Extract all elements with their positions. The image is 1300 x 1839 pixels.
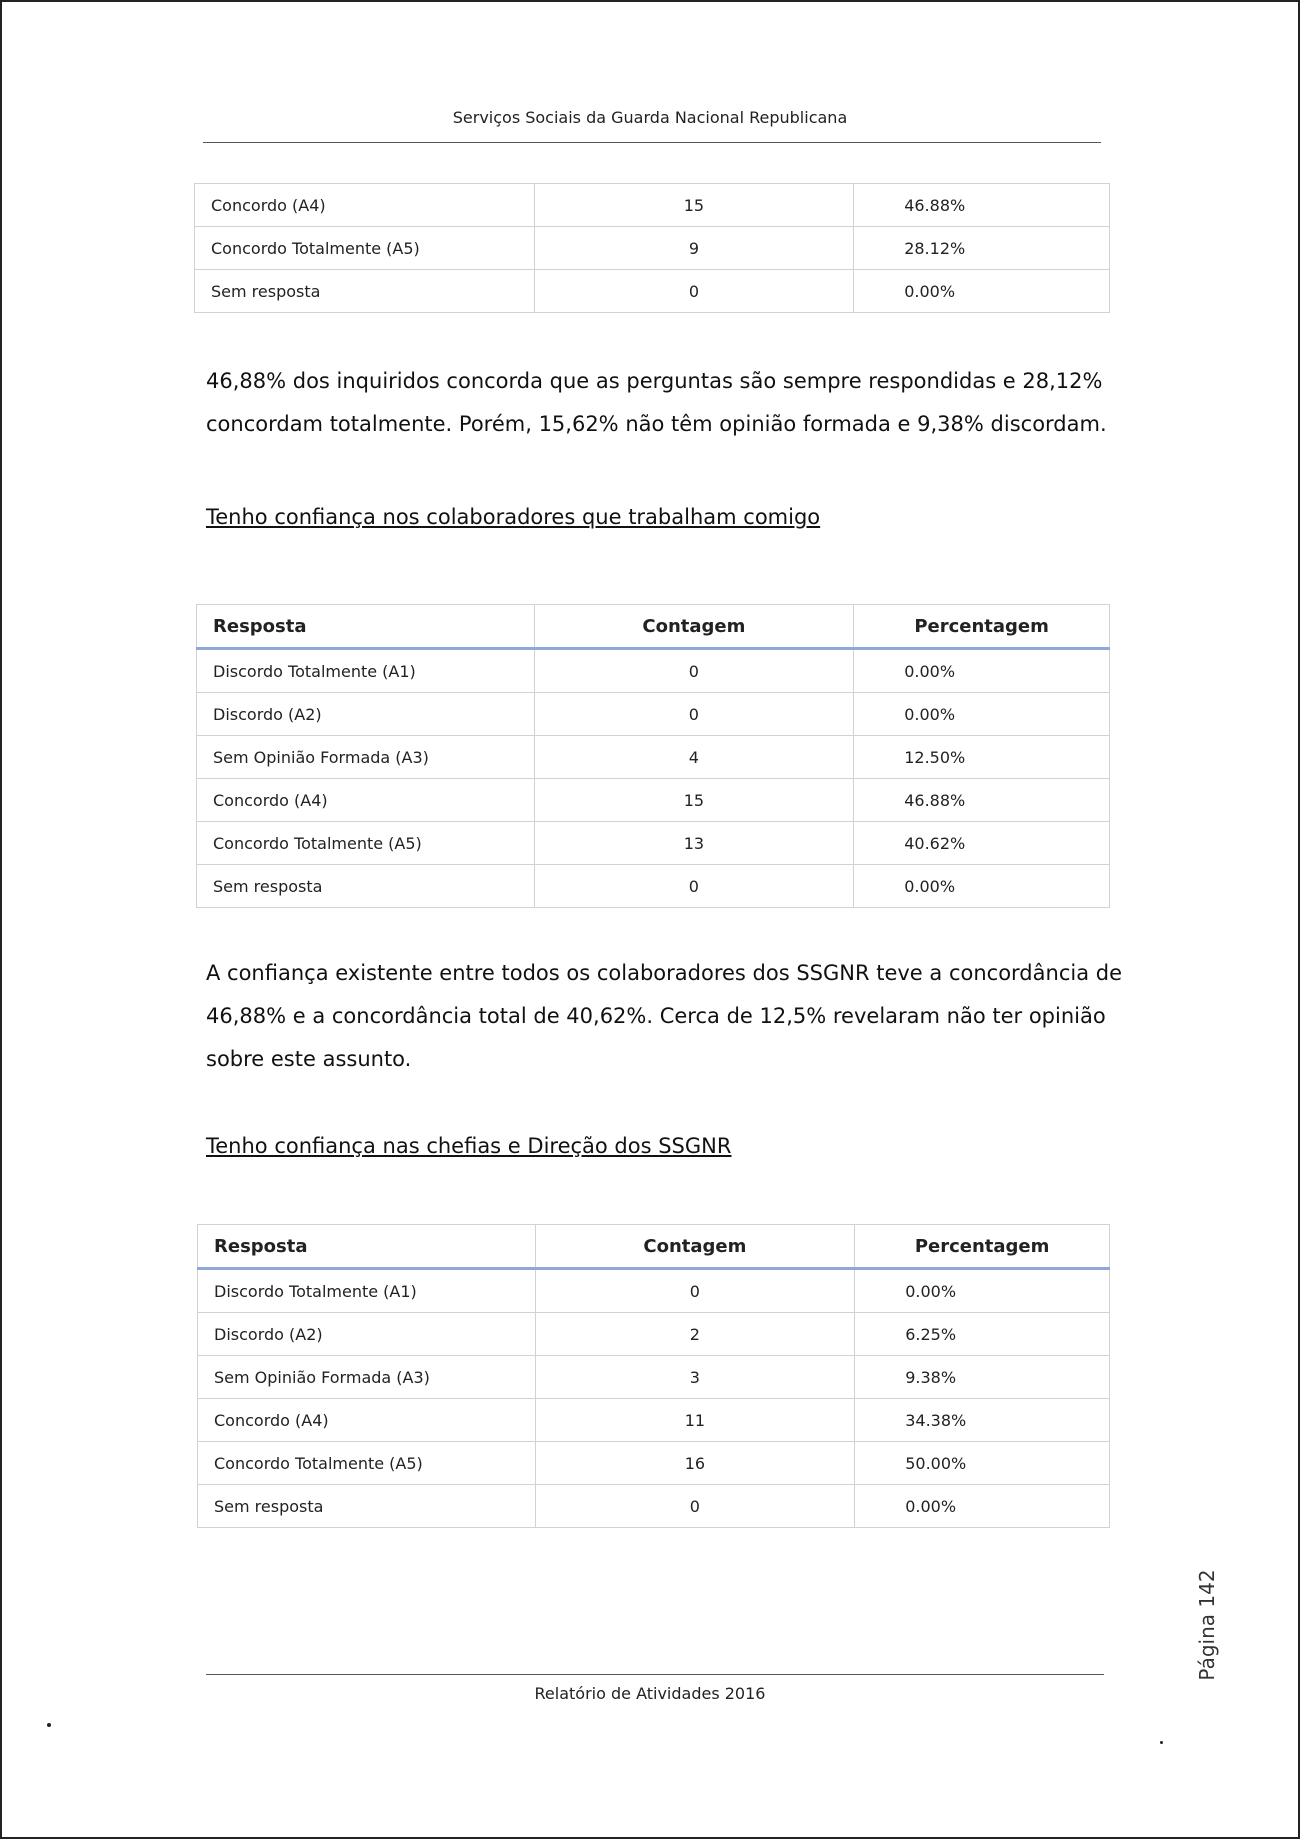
cell-percentagem: 0.00% — [855, 1485, 1110, 1528]
table-row — [197, 736, 1110, 779]
header-rule — [203, 142, 1101, 143]
cell-contagem: 16 — [535, 1442, 855, 1485]
cell-percentagem: 9.38% — [855, 1356, 1110, 1399]
page-footer: Relatório de Atividades 2016 — [534, 1684, 766, 1703]
cell-percentagem: 34.38% — [855, 1399, 1110, 1442]
table-row — [198, 1313, 1110, 1356]
cell-contagem: 13 — [534, 822, 854, 865]
cell-resposta: Sem resposta — [198, 1485, 536, 1528]
cell-percentagem: 28.12% — [854, 227, 1110, 270]
table-row — [198, 1269, 1110, 1313]
cell-contagem: 9 — [534, 227, 854, 270]
cell-percentagem: 0.00% — [854, 693, 1110, 736]
cell-percentagem: 40.62% — [854, 822, 1110, 865]
table-row — [198, 1399, 1110, 1442]
header-contagem: Contagem — [535, 1225, 855, 1269]
cell-contagem: 0 — [534, 649, 854, 693]
header-percentagem: Percentagem — [855, 1225, 1110, 1269]
cell-resposta: Concordo (A4) — [197, 779, 535, 822]
cell-resposta: Sem Opinião Formada (A3) — [198, 1356, 536, 1399]
table-row — [195, 270, 1110, 313]
cell-percentagem: 6.25% — [855, 1313, 1110, 1356]
table-row — [197, 693, 1110, 736]
table-header-row — [198, 1225, 1110, 1269]
cell-percentagem: 0.00% — [854, 649, 1110, 693]
cell-contagem: 0 — [534, 693, 854, 736]
section-heading-chefias: Tenho confiança nas chefias e Direção dos SSGNR — [206, 1134, 732, 1158]
cell-percentagem: 50.00% — [855, 1442, 1110, 1485]
cell-resposta: Concordo Totalmente (A5) — [195, 227, 535, 270]
footer-rule — [206, 1674, 1104, 1675]
cell-contagem: 0 — [535, 1485, 855, 1528]
cell-contagem: 15 — [534, 184, 854, 227]
paragraph-summary-2: A confiança existente entre todos os colaboradores dos SSGNR teve a concordância de 46,88% e a concordância total de 40,62%. Cerca de 12,5% revelaram não ter opinião sobre este assunto. — [206, 961, 1122, 1071]
table-row — [197, 649, 1110, 693]
cell-percentagem: 0.00% — [854, 865, 1110, 908]
cell-contagem: 4 — [534, 736, 854, 779]
cell-percentagem: 0.00% — [854, 270, 1110, 313]
cell-resposta: Concordo Totalmente (A5) — [197, 822, 535, 865]
table-row — [198, 1485, 1110, 1528]
header-percentagem: Percentagem — [854, 605, 1110, 649]
header-resposta: Resposta — [198, 1225, 536, 1269]
table-row — [197, 779, 1110, 822]
cell-resposta: Sem resposta — [197, 865, 535, 908]
table-colaboradores — [196, 604, 1110, 908]
section-heading-colaboradores: Tenho confiança nos colaboradores que trabalham comigo — [206, 505, 821, 529]
cell-contagem: 0 — [534, 865, 854, 908]
table-row — [197, 865, 1110, 908]
table-header-row — [197, 605, 1110, 649]
cell-resposta: Discordo Totalmente (A1) — [198, 1269, 536, 1313]
cell-contagem: 0 — [534, 270, 854, 313]
cell-resposta: Sem resposta — [195, 270, 535, 313]
cell-contagem: 2 — [535, 1313, 855, 1356]
table-row — [198, 1356, 1110, 1399]
cell-percentagem: 12.50% — [854, 736, 1110, 779]
cell-contagem: 15 — [534, 779, 854, 822]
scan-speck — [47, 1723, 51, 1727]
cell-resposta: Concordo (A4) — [198, 1399, 536, 1442]
cell-resposta: Concordo Totalmente (A5) — [198, 1442, 536, 1485]
cell-resposta: Sem Opinião Formada (A3) — [197, 736, 535, 779]
cell-resposta: Concordo (A4) — [195, 184, 535, 227]
cell-resposta: Discordo (A2) — [198, 1313, 536, 1356]
cell-contagem: 0 — [535, 1269, 855, 1313]
table-row — [197, 822, 1110, 865]
page-number: Página 142 — [1195, 1569, 1219, 1681]
header-contagem: Contagem — [534, 605, 854, 649]
cell-resposta: Discordo Totalmente (A1) — [197, 649, 535, 693]
cell-percentagem: 46.88% — [854, 184, 1110, 227]
cell-contagem: 11 — [535, 1399, 855, 1442]
table-continued — [194, 183, 1110, 313]
table-chefias — [197, 1224, 1110, 1528]
scan-speck — [1160, 1741, 1163, 1744]
paragraph-summary-1: 46,88% dos inquiridos concorda que as perguntas são sempre respondidas e 28,12% concordam totalmente. Porém, 15,62% não têm opinião formada e 9,38% discordam. — [206, 369, 1107, 436]
cell-contagem: 3 — [535, 1356, 855, 1399]
header-resposta: Resposta — [197, 605, 535, 649]
table-row — [195, 184, 1110, 227]
table-row — [195, 227, 1110, 270]
table-row — [198, 1442, 1110, 1485]
cell-percentagem: 0.00% — [855, 1269, 1110, 1313]
cell-resposta: Discordo (A2) — [197, 693, 535, 736]
cell-percentagem: 46.88% — [854, 779, 1110, 822]
page-header: Serviços Sociais da Guarda Nacional Republicana — [452, 108, 848, 127]
